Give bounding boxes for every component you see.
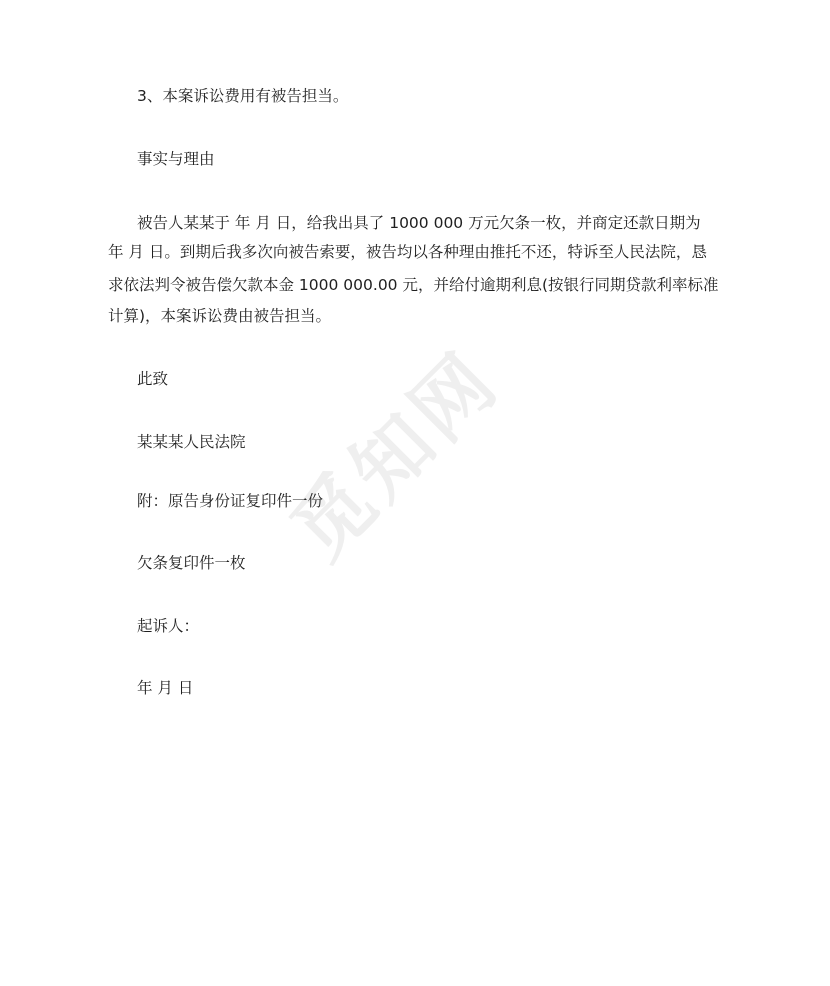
claim-item-3: 3、本案诉讼费用有被告担当。: [137, 87, 349, 105]
paragraph-line: 求依法判令被告偿欠款本金 1000 000.00 元，并给付逾期利息(按银行同期贷款利率标准: [108, 276, 719, 294]
court-name: 某某某人民法院: [137, 433, 246, 451]
salutation: 此致: [137, 370, 169, 388]
watermark: 觅知网: [275, 335, 517, 577]
attachment-line-2: 欠条复印件一枚: [137, 554, 246, 572]
section-heading: 事实与理由: [137, 150, 215, 168]
paragraph-line: 被告人某某于 年 月 日，给我出具了 1000 000 万元欠条一枚，并商定还款日期为: [137, 214, 701, 232]
plaintiff-label: 起诉人：: [137, 617, 200, 635]
paragraph-line: 年 月 日。到期后我多次向被告索要，被告均以各种理由推托不还，特诉至人民法院，恳: [108, 243, 707, 261]
date-line: 年 月 日: [137, 679, 194, 697]
attachment-line: 附：原告身份证复印件一份: [137, 492, 324, 510]
paragraph-line: 计算)，本案诉讼费由被告担当。: [108, 307, 332, 325]
